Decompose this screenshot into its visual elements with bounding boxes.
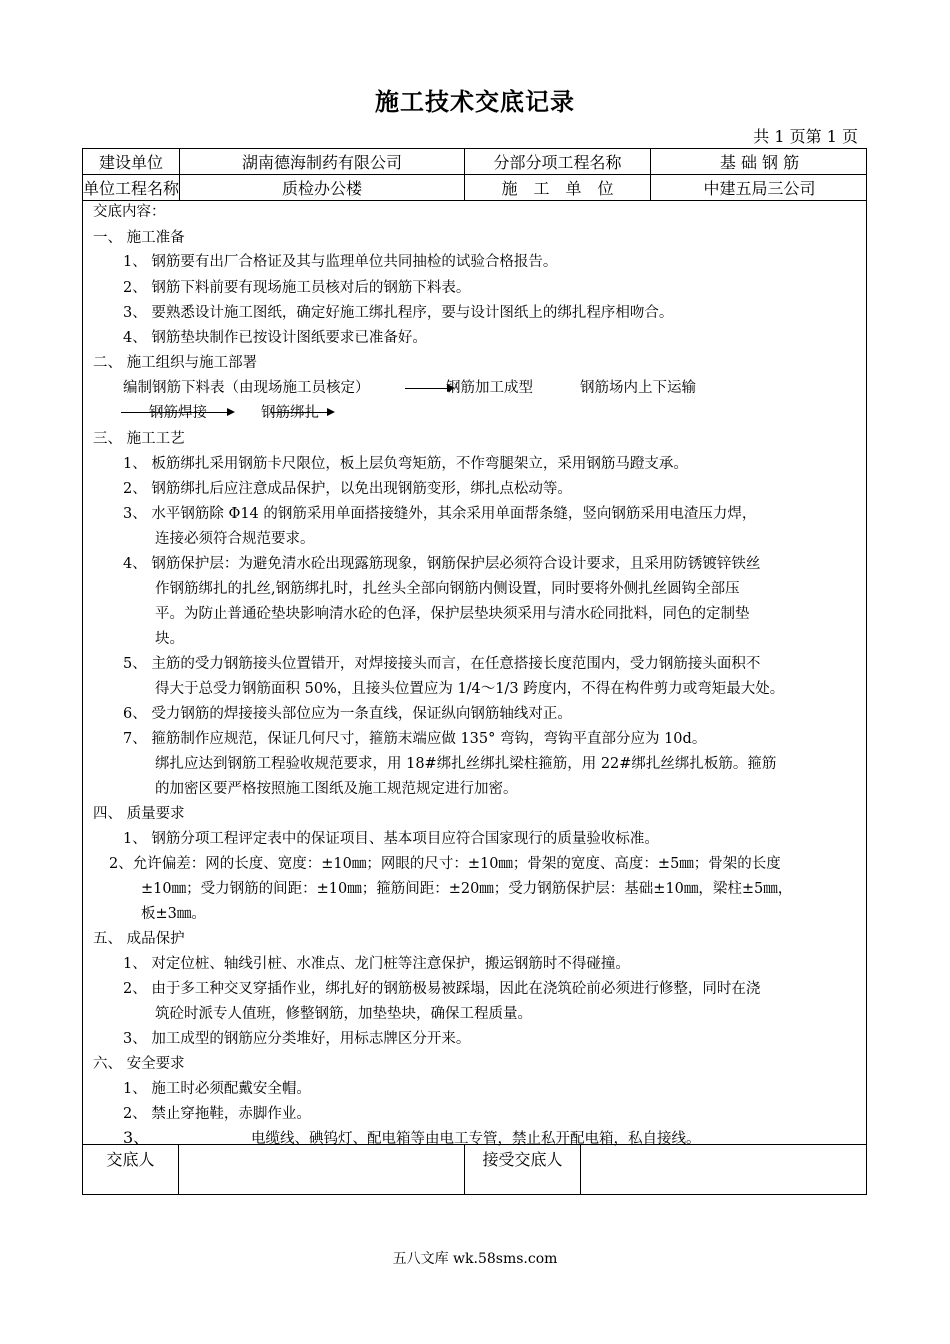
value-sub-project: 基 础 钢 筋 [719,153,800,172]
label-unit-project: 单位工程名称 [83,175,180,200]
section-title: 五、 成品保护 [93,931,185,947]
list-item: 3、 加工成型的钢筋应分类堆好，用标志牌区分开来。 [123,1031,471,1047]
header-row-2 [83,175,866,201]
list-item: 1、 钢筋分项工程评定表中的保证项目、基本项目应符合国家现行的质量验收标准。 [123,831,659,847]
briefing-giver-signature [179,1145,465,1194]
list-item: 电缆线、碘钨灯、配电箱等由电工专管，禁止私开配电箱，私自接线。 [251,1131,701,1147]
value-contractor: 中建五局三公司 [703,179,816,198]
label-contractor: 施 工 单 位 [465,175,651,200]
section-title: 一、 施工准备 [93,230,185,246]
label-sub-project: 分部分项工程名称 [465,149,651,174]
list-item: 4、 钢筋垫块制作已按设计图纸要求已准备好。 [123,330,427,346]
page-count: 共 1 页第 1 页 [753,127,858,146]
value-construction-unit: 湖南德海制药有限公司 [180,149,465,174]
list-item: 3、 水平钢筋除 Φ14 的钢筋采用单面搭接缝外，其余采用单面帮条缝，竖向钢筋采用电渣压力焊， [123,506,757,522]
flow-step: 钢筋场内上下运输 [580,380,696,396]
header-row-1 [83,149,866,175]
flow-step: 编制钢筋下料表（由现场施工员核定） [123,380,370,396]
label-briefing-receiver: 接受交底人 [465,1145,581,1194]
arrow-icon [405,388,451,389]
list-item: 4、 钢筋保护层：为避免清水砼出现露筋现象，钢筋保护层必须符合设计要求，且采用防锈镀锌铁丝 [123,556,761,572]
list-item-cont: 板±3㎜。 [141,906,206,922]
document-title: 施工技术交底记录 [375,87,575,116]
record-table [82,148,867,1195]
list-item-cont: 平。为防止普通砼垫块影响清水砼的色泽，保护层垫块须采用与清水砼同批料，同色的定制垫 [155,606,750,622]
list-item: 6、 受力钢筋的焊接接头部位应为一条直线，保证纵向钢筋轴线对正。 [123,706,572,722]
list-item: 2、允许偏差：网的长度、宽度：±10㎜；网眼的尺寸：±10㎜；骨架的宽度、高度：±5㎜；骨架的长度 [109,856,781,872]
value-unit-project: 质检办公楼 [180,175,465,200]
list-item: 2、 钢筋绑扎后应注意成品保护，以免出现钢筋变形，绑扎点松动等。 [123,481,572,497]
flow-step: 钢筋焊接 [149,405,207,421]
list-item: 1、 施工时必须配戴安全帽。 [123,1081,311,1097]
list-item: 3、 要熟悉设计施工图纸，确定好施工绑扎程序，要与设计图纸上的绑扎程序相吻合。 [123,305,674,321]
list-item: 5、 主筋的受力钢筋接头位置错开，对焊接接头而言，在任意搭接长度范围内，受力钢筋接头面积不 [123,656,761,672]
section-title: 二、 施工组织与施工部署 [93,355,258,371]
list-item-cont: 块。 [155,631,184,647]
list-item-cont: 连接必须符合规范要求。 [155,531,315,547]
list-item: 2、 钢筋下料前要有现场施工员核对后的钢筋下料表。 [123,280,471,296]
list-item: 1、 钢筋要有出厂合格证及其与监理单位共同抽检的试验合格报告。 [123,254,558,270]
list-item-number: 3、 [123,1128,150,1147]
content-label: 交底内容： [93,204,166,220]
briefing-receiver-signature [581,1145,868,1194]
section-title: 四、 质量要求 [93,806,185,822]
list-item: 7、 箍筋制作应规范，保证几何尺寸，箍筋末端应做 135° 弯钩，弯钩平直部分应为 10d。 [123,731,707,747]
list-item: 1、 对定位桩、轴线引桩、水准点、龙门桩等注意保护，搬运钢筋时不得碰撞。 [123,956,630,972]
section-title: 三、 施工工艺 [93,431,185,447]
list-item-cont: 的加密区要严格按照施工图纸及施工规范规定进行加密。 [155,781,518,797]
signature-row [83,1144,866,1194]
list-item-cont: 筑砼时派专人值班，修整钢筋，加垫垫块，确保工程质量。 [155,1006,532,1022]
list-item-cont: ±10㎜；受力钢筋的间距：±10㎜；箍筋间距：±20㎜；受力钢筋保护层：基础±10㎜，梁柱±5㎜， [141,881,793,897]
list-item-cont: 得大于总受力钢筋面积 50%，且接头位置应为 1/4～1/3 跨度内，不得在构件剪力或弯矩最大处。 [155,681,785,697]
list-item: 2、 禁止穿拖鞋，赤脚作业。 [123,1106,311,1122]
flow-step: 钢筋绑扎 [261,405,319,421]
section-title: 六、 安全要求 [93,1056,185,1072]
list-item-cont: 绑扎应达到钢筋工程验收规范要求，用 18#绑扎丝绑扎梁柱箍筋，用 22#绑扎丝绑扎板筋。箍筋 [155,756,777,772]
list-item: 2、 由于多工种交叉穿插作业，绑扎好的钢筋极易被踩塌，因此在浇筑砼前必须进行修整，同时在浇 [123,981,761,997]
flow-step: 钢筋加工成型 [446,380,533,396]
briefing-content [83,201,866,1147]
list-item: 1、 板筋绑扎采用钢筋卡尺限位，板上层负弯矩筋，不作弯腿架立，采用钢筋马蹬支承。 [123,456,688,472]
label-construction-unit: 建设单位 [83,149,180,174]
list-item-cont: 作钢筋绑扎的扎丝,钢筋绑扎时，扎丝头全部向钢筋内侧设置，同时要将外侧扎丝圆钩全部压 [155,581,740,597]
footer-watermark: 五八文库 wk.58sms.com [392,1251,558,1267]
label-briefing-giver: 交底人 [83,1145,179,1194]
